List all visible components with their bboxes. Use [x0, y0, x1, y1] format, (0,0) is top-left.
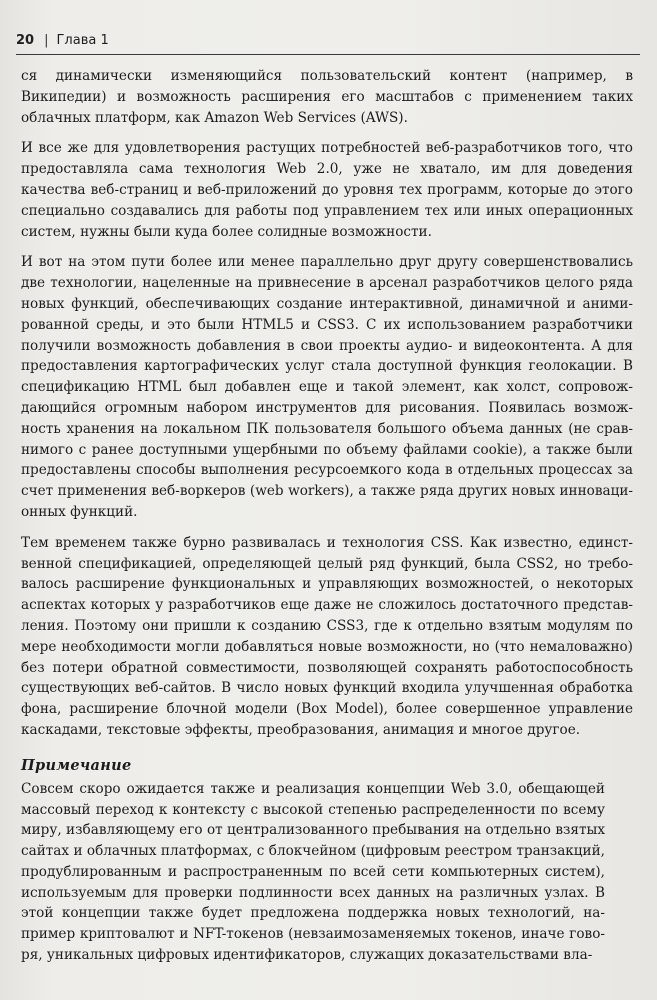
body-text	[21, 66, 633, 976]
note-body: Совсем скоро ожидается также и реализация концепции Web 3.0, обещающей массовый переход к контексту с высокой степенью распределенности по всему миру, избавляющему его от централизованного пребывания на отдельно взятых сайтах и облачных платформах, с блокчейном (цифровым реестром транзакций, продублированным и распространенным по всей сети компьютерных систем), используемым для проверки подлинности всех данных на различных узлах. В этой концепции также будет предложена поддержка новых технологий, например криптовалют и NFT-токенов (невзаимозаменяемых токенов, иначе говоря, уникальных цифровых идентификаторов, служащих доказательствами вла-	[21, 780, 605, 964]
paragraph: Тем временем также бурно развивалась и технология CSS. Как известно, единственной спецификацией, определяющей целый ряд функций, была CSS2, но требовалось расширение функциональных и управляющих возможностей, о некоторых аспектах которых у разработчиков еще даже не сложилось достаточного представления. Поэтому они пришли к созданию CSS3, где к отдельно взятым модулям по мере необходимости могли добавляться новые возможности, но (что немаловажно) без потери обратной совместимости, позволяющей сохранять работоспособность существующих веб-сайтов. В число новых функций входила улучшенная обработка фона, расширение блочной модели (Box Model), более совершенное управление каскадами, текстовые эффекты, преобразования, анимация и многое другое.	[21, 534, 633, 738]
note-block	[21, 755, 633, 966]
header-rule	[16, 54, 640, 55]
running-head	[16, 31, 640, 51]
paragraph: И все же для удовлетворения растущих потребностей веб-разработчиков того, что предоставляла сама технология Web 2.0, уже не хватало, им для доведения качества веб-страниц и веб-приложений до уровня тех программ, которые до этого специально создавались для работы под управлением тех или иных операционных систем, нужны были куда более солидные возможности.	[21, 140, 633, 240]
chapter-title: Глава 1	[56, 33, 109, 48]
note-title: Примечание	[21, 756, 132, 774]
paragraph: И вот на этом пути более или менее параллельно друг другу совершенствовались две технологии, нацеленные на привнесение в арсенал разработчиков целого ряда новых функций, обеспечивающих создание интерактивной, динамичной и анимированной среды, и это были HTML5 и CSS3. С их использованием разработчики получили возможность добавления в свои проекты аудио- и видеоконтента. А для предоставления картографических услуг стала доступной функция геолокации. В спецификацию HTML был добавлен еще и такой элемент, как холст, сопровождающийся огромным набором инструментов для рисования. Появилась возможность хранения на локальном ПК пользователя большого объема данных (не сравнимого с ранее доступными ущербными по объему файлами cookie), а также были предоставлены способы выполнения ресурсоемкого кода в отдельных процессах за счет применения веб-воркеров (web workers), а также ряда других новых инновационных функций.	[21, 254, 633, 520]
header-separator: |	[44, 33, 49, 48]
page-number: 20	[16, 33, 35, 48]
paragraph: ся динамически изменяющийся пользовательский контент (например, в Википедии) и возможность расширения его масштабов с применением таких облачных платформ, как Amazon Web Services (AWS).	[21, 68, 633, 126]
